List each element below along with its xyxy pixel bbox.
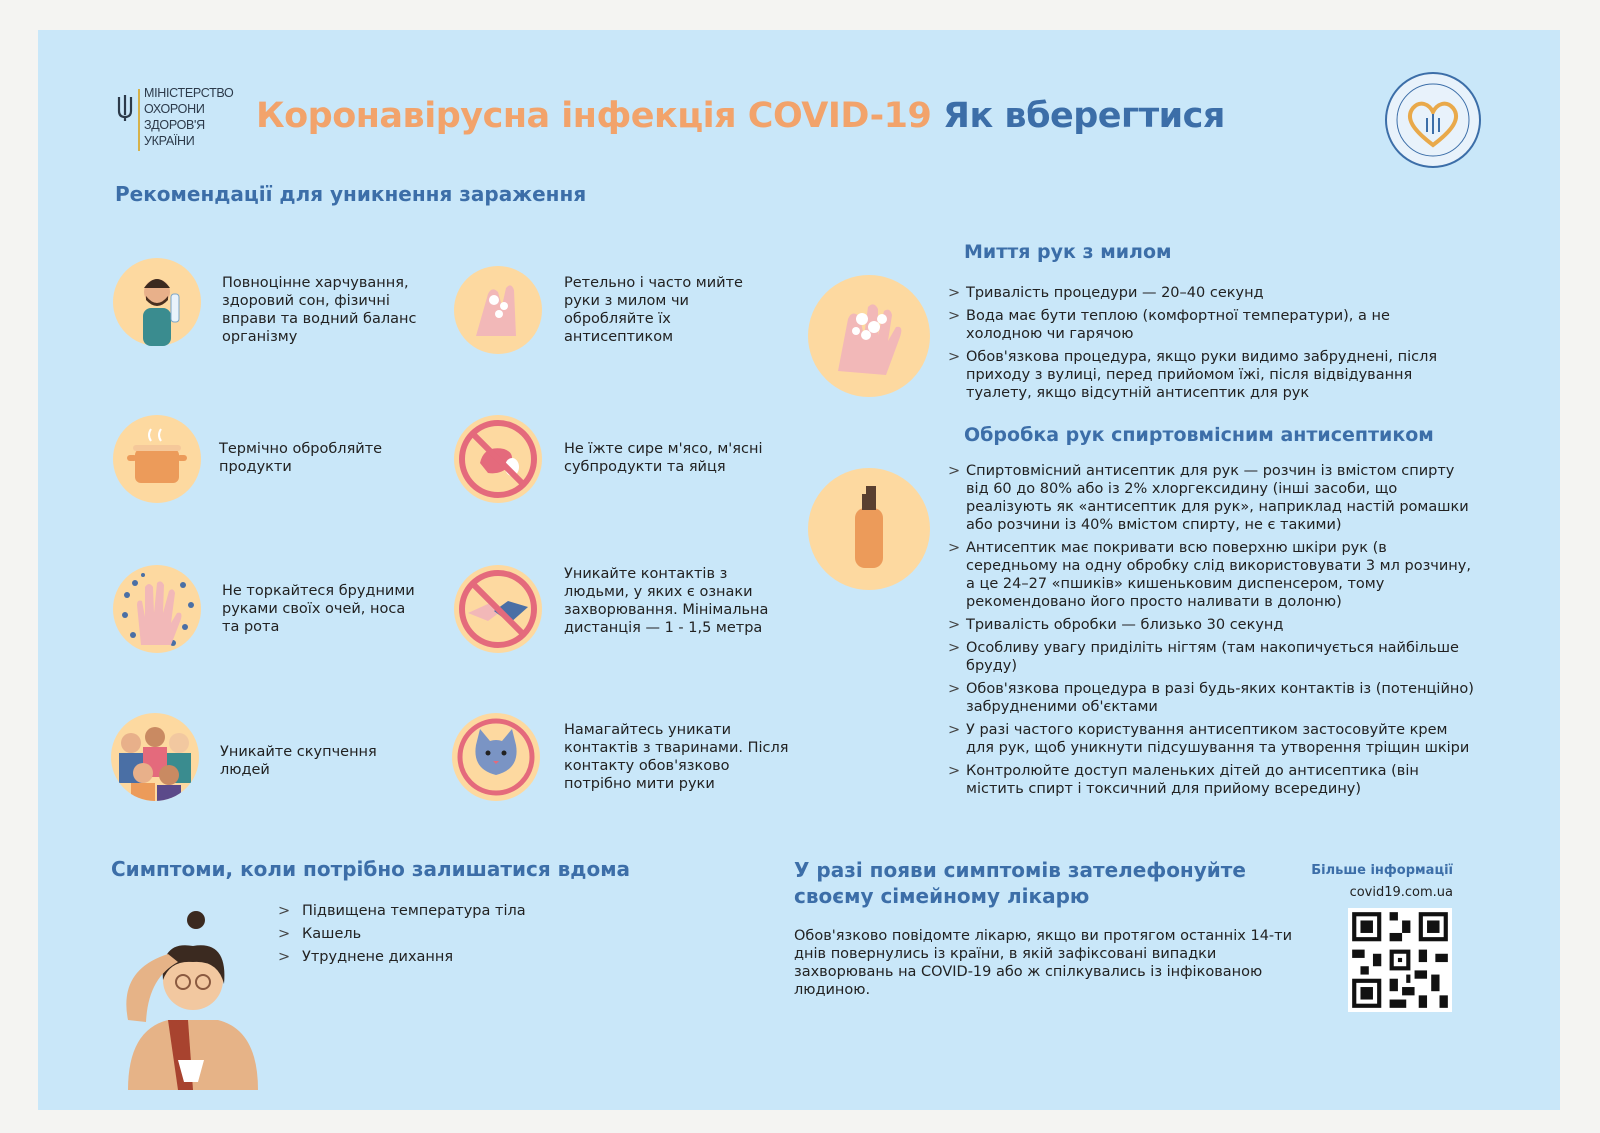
recommendation-text: Термічно обробляйте продукти <box>219 441 383 475</box>
symptoms-title: Симптоми, коли потрібно залишатися вдома <box>111 857 631 881</box>
ministry-line: ОХОРОНИ <box>144 102 205 116</box>
antiseptic-list <box>948 462 1478 803</box>
more-info-label: Більше інформації <box>1311 863 1453 878</box>
recommendations-title: Рекомендації для уникнення зараження <box>115 182 587 206</box>
hand-washing-icon <box>454 266 542 354</box>
no-raw-meat-icon <box>454 415 542 503</box>
recommendation-text: Уникайте контактів з людьми, у яких є ознаки захворювання. Мінімальна дистанція — 1 - 1,5 метра <box>564 566 769 636</box>
list-item: > Спиртовмісний антисептик для рук — розчин із вмістом спирту від 60 до 80% або із 2% хлоргексидину (інші засоби, що реалізують як «антисептик для рук», наприклад настій ромашки або розчини із 40% вмістом спирту, не є такими) <box>948 463 1469 533</box>
soap-hands-icon <box>808 275 930 397</box>
call-doctor-text: Обов'язково повідомте лікарю, якщо ви протягом останніх 14-ти днів повернулись із країни, в якій зафіксовані випадки захворювань на COVID-19 або ж спілкувались із інфікованою людиною. <box>794 928 1293 998</box>
trident-icon <box>116 93 134 123</box>
ministry-line: УКРАЇНИ <box>144 134 195 148</box>
list-item: > Утруднене дихання <box>278 949 454 965</box>
list-item: > Кашель <box>278 926 362 942</box>
handwash-title: Миття рук з милом <box>964 241 1172 263</box>
call-doctor-title: У разі появи симптомів зателефонуйте своєму сімейному лікарю <box>794 858 1246 908</box>
list-item: > Антисептик має покривати всю поверхню шкіри рук (в середньому на одну обробку слід використовувати 3 мл розчину, а це 24–27 «пшиків» кишеньковим диспенсером, тому рекомендовано його просто наливати в долоню) <box>948 540 1471 610</box>
ministry-line: ЗДОРОВ'Я <box>144 118 205 132</box>
website-link[interactable]: covid19.com.ua <box>1349 885 1453 900</box>
handwash-list <box>948 284 1438 407</box>
title-part1: Коронавірусна інфекція COVID-19 <box>256 96 932 136</box>
antiseptic-title: Обробка рук спиртовмісним антисептиком <box>964 424 1434 446</box>
page-title <box>256 96 1225 136</box>
ministry-line: МІНІСТЕРСТВО <box>144 86 234 100</box>
no-handshake-icon <box>454 565 542 653</box>
recommendation-text: Не їжте сире м'ясо, м'ясні субпродукти та яйця <box>564 441 763 475</box>
germs-hand-icon <box>113 565 201 653</box>
list-item: > Особливу увагу приділіть нігтям (там накопичується найбільше бруду) <box>948 640 1459 674</box>
crowd-icon <box>111 713 199 801</box>
list-item: > Підвищена температура тіла <box>278 903 526 919</box>
recommendation-text: Повноцінне харчування, здоровий сон, фізичні вправи та водний баланс організму <box>222 275 417 345</box>
cat-icon <box>452 713 540 801</box>
sick-woman-illustration <box>108 910 278 1090</box>
poster <box>38 30 1560 1110</box>
seal-logo <box>1383 70 1483 170</box>
symptoms-list <box>278 902 578 971</box>
recommendation-text: Не торкайтеся брудними руками своїх очей, носа та рота <box>222 583 415 635</box>
list-item: > Обов'язкова процедура, якщо руки видимо забруднені, після приходу з вулиці, перед прийомом їжі, після відвідування туалету, якщо відсутній антисептик для рук <box>948 349 1438 401</box>
list-item: > У разі частого користування антисептиком застосовуйте крем для рук, щоб уникнути підсушування та утворення тріщин шкіри <box>948 722 1470 756</box>
list-item: > Тривалість процедури — 20–40 секунд <box>948 285 1264 301</box>
antiseptic-bottle-icon <box>808 468 930 590</box>
title-part2: Як вберегтися <box>943 96 1225 136</box>
person-bottle-icon <box>113 258 201 346</box>
recommendation-text: Уникайте скупчення людей <box>220 744 377 778</box>
list-item: > Обов'язкова процедура в разі будь-яких контактів із (потенційно) забрудненими об'єктами <box>948 681 1474 715</box>
list-item: > Контролюйте доступ маленьких дітей до антисептика (він містить спирт і токсичний для прийому всередину) <box>948 763 1419 797</box>
list-item: > Тривалість обробки — близько 30 секунд <box>948 617 1284 633</box>
list-item: > Вода має бути теплою (комфортної температури), а не холодною чи гарячою <box>948 308 1390 342</box>
cooking-pot-icon <box>113 415 201 503</box>
qr-code[interactable] <box>1348 908 1452 1012</box>
recommendation-text: Намагайтесь уникати контактів з тваринами. Після контакту обов'язково потрібно мити руки <box>564 722 789 792</box>
ministry-logo <box>116 85 256 155</box>
recommendation-text: Ретельно і часто мийте руки з милом чи обробляйте їх антисептиком <box>564 275 743 345</box>
